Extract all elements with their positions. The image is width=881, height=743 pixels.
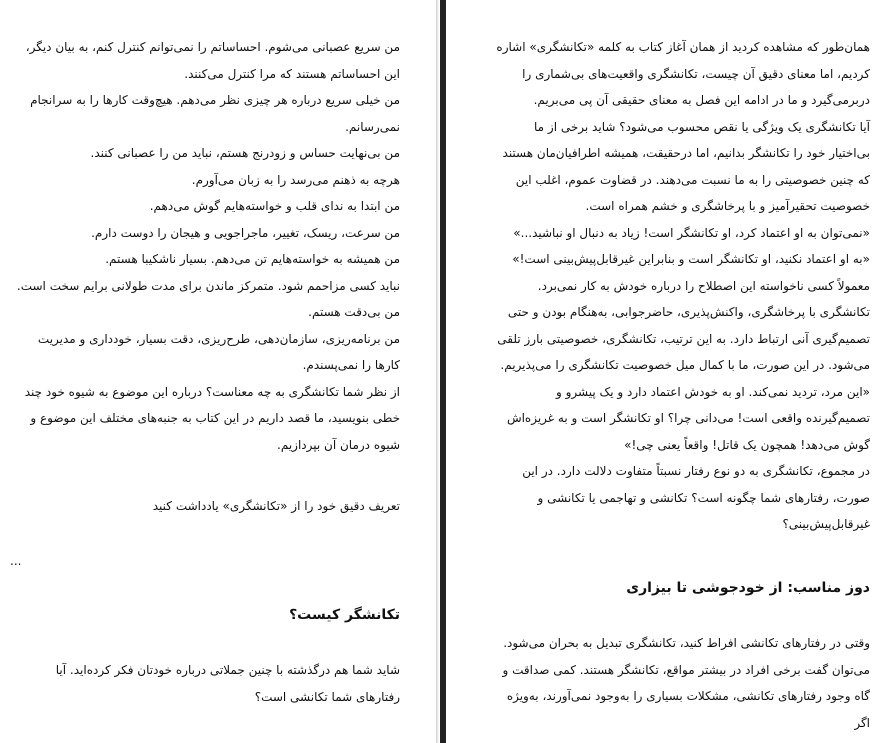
paragraph: من خیلی سریع درباره هر چیزی نظر می‌دهم. هیچ‌وقت کارها را به سرانجام نمی‌رسانم. — [30, 93, 400, 134]
paragraph: نباید کسی مزاحمم شود. متمرکز ماندن برای مدت طولانی برایم سخت است. من بی‌دقت هستم. — [16, 278, 400, 319]
paragraph: از نظر شما تکانشگری به چه معناست؟ درباره این موضوع به شیوه خود چند خطی بنویسید، ما قصد داریم در این کتاب به جنبه‌های مختلف این موضوع و شیوه درمان آن بپردازیم. — [24, 384, 400, 452]
note-prompt-block — [10, 493, 400, 520]
left-top-text — [10, 34, 400, 458]
paragraph: هرچه به ذهنم می‌رسد را به زبان می‌آورم. — [191, 172, 400, 187]
paragraph: من برنامه‌ریزی، سازمان‌دهی، طرح‌ریزی، دقت بسیار، خودداری و مدیریت کارها را نمی‌پسندم. — [37, 331, 400, 372]
paragraph: «نمی‌توان به او اعتماد کرد، او تکانشگر است! زیاد به دنبال او نباشید...» — [513, 225, 870, 240]
paragraph: «این مرد، تردید نمی‌کند. او به خودش اعتماد دارد و یک پیشرو و تصمیم‌گیرنده واقعی است! می‌دانی چرا؟ او تکانشگر است و به غریزه‌اش گوش می‌دهد! همچون یک قاتل! واقعاً یعنی چی!» — [506, 384, 870, 452]
note-prompt: تعریف دقیق خود را از «تکانشگری» یادداشت کنید — [152, 499, 400, 513]
paragraph: من ابتدا به ندای قلب و خواسته‌هایم گوش می‌دهم. — [149, 199, 400, 213]
section-heading: دوز مناسب: از خودجوشی تا بیزاری — [626, 580, 870, 596]
paragraph: شاید شما هم درگذشته با چنین جملاتی درباره خودتان فکر کرده‌اید. آیا رفتارهای شما تکانشی است؟ — [55, 663, 400, 704]
left-section — [10, 602, 400, 628]
paragraph: من بی‌نهایت حساس و زودرنج هستم، نباید من را عصبانی کنند. — [90, 146, 400, 160]
ellipsis: ... — [10, 554, 22, 568]
ellipsis-block — [10, 548, 400, 575]
paragraph: «به او اعتماد نکنید، او تکانشگر است و بنابراین غیرقابل‌پیش‌بینی است!» — [512, 252, 870, 266]
section-heading: تکانشگر کیست؟ — [289, 607, 400, 623]
paragraph: من همیشه به خواسته‌هایم تن می‌دهم. بسیار ناشکیبا هستم. — [105, 252, 400, 266]
left-bottom-text — [10, 657, 400, 710]
paragraph: در مجموع، تکانشگری به دو نوع رفتار نسبتاً متفاوت دلالت دارد. در این صورت، رفتارهای شما چگونه است؟ تکانشی و تهاجمی یا تکانشی و غیرقابل‌پیش‌بینی؟ — [522, 464, 870, 531]
right-bottom-text — [490, 630, 870, 736]
paragraph: وقتی در رفتارهای تکانشی افراط کنید، تکانشگری تبدیل به بحران می‌شود. می‌توان گفت برخی افراد در بیشتر مواقع، تکانشگر هستند. کمی صداقت و گاه وجود رفتارهای تکانشی، مشکلات بسیاری را به‌وجود نمی‌آورند، به‌ویژه اگر — [502, 636, 870, 730]
paragraph: من سرعت، ریسک، تغییر، ماجراجویی و هیجان را دوست دارم. — [91, 225, 400, 240]
right-section — [490, 575, 870, 601]
paragraph: معمولاً کسی ناخواسته این اصطلاح را درباره خودش به کار نمی‌برد. — [537, 278, 870, 293]
book-spine-divider — [436, 0, 452, 743]
paragraph: تکانشگری با پرخاشگری، واکنش‌پذیری، حاضرجوابی، به‌هنگام بودن و حتی تصمیم‌گیری آنی ارتباط دارد. به این ترتیب، تکانشگری، خصوصیتی بارز تلقی می‌شود. در این صورت، ما با کمال میل خصوصیت تکانشگری را می‌پذیریم. — [497, 305, 870, 372]
paragraph: همان‌طور که مشاهده کردید از همان آغاز کتاب به کلمه «تکانشگری» اشاره کردیم، اما معنای دقیق آن چیست، تکانشگری واقعیت‌های بی‌شماری را دربرمی‌گیرد و ما در ادامه این فصل به معنای حقیقی آن پی می‌بریم. — [496, 40, 870, 107]
right-top-text — [490, 34, 870, 538]
right-page — [452, 0, 881, 743]
paragraph: آیا تکانشگری یک ویژگی یا نقص محسوب می‌شود؟ شاید برخی از ما بی‌اختیار خود را تکانشگر بدانیم، اما درحقیقت، همیشه اطرافیان‌مان هستند که چنین خصوصیتی را به ما نسبت می‌دهند. در قضاوت عموم، اغلب این خصوصیت تحقیرآمیز و با پرخاشگری و خشم همراه است. — [502, 119, 870, 213]
left-page — [0, 0, 436, 743]
paragraph: من سریع عصبانی می‌شوم. احساساتم را نمی‌توانم کنترل کنم، به بیان دیگر، این احساساتم هستند که مرا کنترل می‌کنند. — [25, 40, 400, 81]
